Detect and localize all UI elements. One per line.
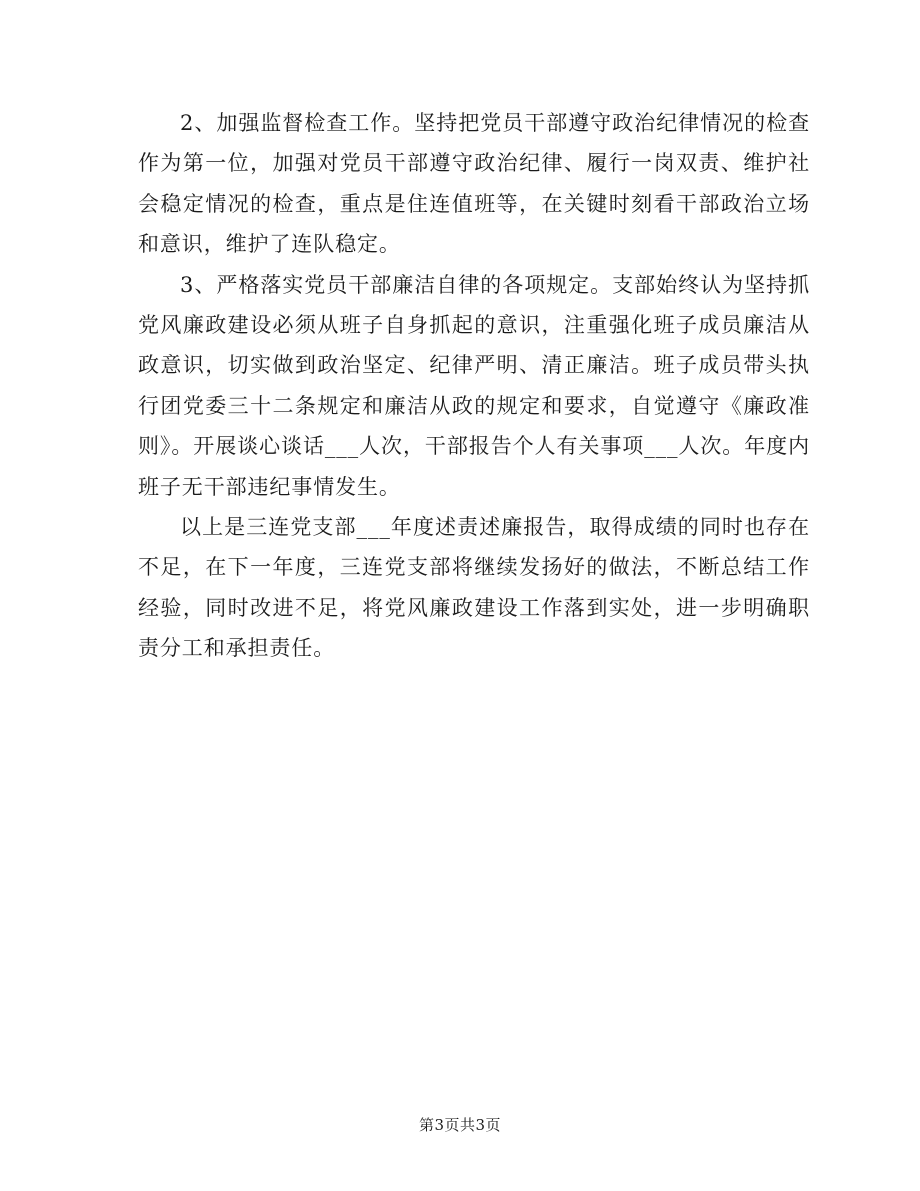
paragraph-integrity-rules: 3、严格落实党员干部廉洁自律的各项规定。支部始终认为坚持抓党风廉政建设必须从班子自身抓起的意识，注重强化班子成员廉洁从政意识，切实做到政治坚定、纪律严明、清正廉洁。班子成员带头执行团党委三十二条规定和廉洁从政的规定和要求，自觉遵守《廉政准则》。开展谈心谈话___人次，干部报告个人有关事项___人次。年度内班子无干部违纪事情发生。	[138, 272, 810, 499]
document-body	[138, 103, 810, 669]
paragraph-supervision: 2、加强监督检查工作。坚持把党员干部遵守政治纪律情况的检查作为第一位，加强对党员干部遵守政治纪律、履行一岗双责、维护社会稳定情况的检查，重点是住连值班等，在关键时刻看干部政治立场和意识，维护了连队稳定。	[138, 111, 810, 257]
page-number-footer: 第3页共3页	[418, 1116, 502, 1134]
paragraph-summary: 以上是三连党支部___年度述责述廉报告，取得成绩的同时也存在不足，在下一年度，三连党支部将继续发扬好的做法，不断总结工作经验，同时改进不足，将党风廉政建设工作落到实处，进一步明确职责分工和承担责任。	[138, 515, 810, 661]
